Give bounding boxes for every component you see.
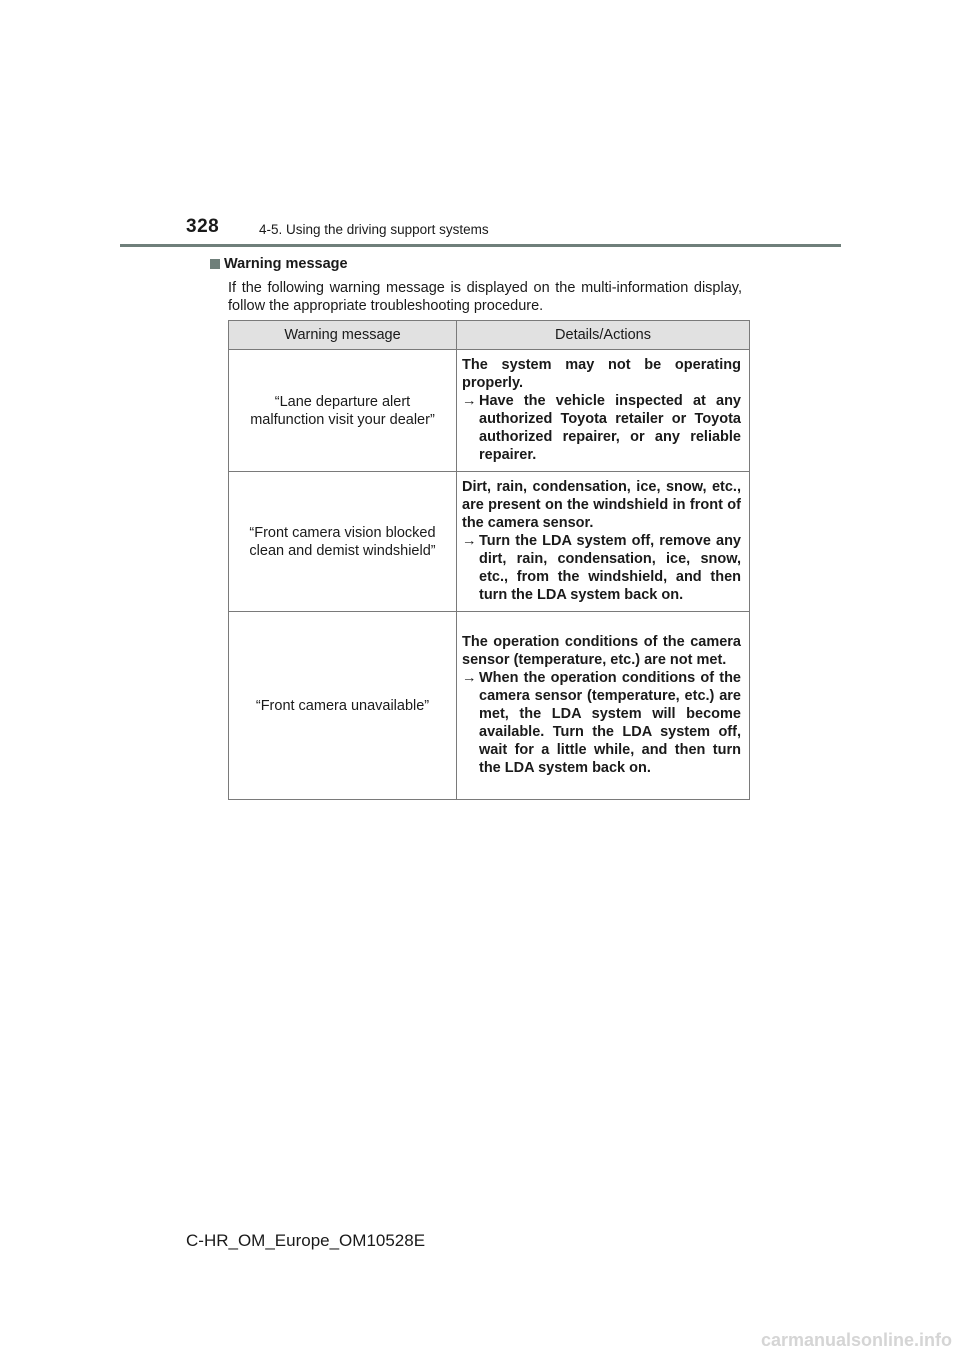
detail-text: The operation conditions of the camera sensor (temperature, etc.) are not met. [462, 634, 741, 668]
table-header-row [229, 321, 750, 350]
details-cell [457, 612, 750, 800]
subsection-heading [210, 256, 348, 272]
table-row [229, 612, 750, 800]
section-title: 4-5. Using the driving support systems [259, 222, 489, 237]
details-cell [457, 350, 750, 472]
intro-paragraph: If the following warning message is displayed on the multi-information display, follow the appropriate troubleshooting procedure. [228, 280, 742, 314]
watermark: carmanualsonline.info [760, 1330, 952, 1350]
detail-text: Dirt, rain, condensation, ice, snow, etc., are present on the windshield in front of the camera sensor. [462, 479, 741, 531]
warning-message-cell [229, 350, 457, 472]
warning-message-cell [229, 612, 457, 800]
warning-message-text: “Front camera vision blocked clean and demist windshield” [249, 524, 436, 559]
table-row [229, 472, 750, 612]
document-id: C-HR_OM_Europe_OM10528E [186, 1231, 426, 1250]
warning-message-text: “Front camera unavailable” [255, 697, 430, 714]
column-header-warning-message: Warning message [229, 321, 457, 350]
detail-text: The system may not be operating properly. [462, 357, 741, 391]
warning-message-cell [229, 472, 457, 612]
warning-message-text: “Lane departure alert malfunction visit your dealer” [250, 393, 435, 428]
subsection-title: Warning message [224, 256, 348, 272]
arrow-right-icon: → [462, 393, 477, 409]
header-divider [120, 244, 841, 247]
page-number: 328 [186, 216, 220, 237]
arrow-right-icon: → [462, 670, 477, 686]
column-header-details-actions: Details/Actions [457, 321, 750, 350]
action-text: When the operation conditions of the camera sensor (temperature, etc.) are met, the LDA system will become available. Turn the LDA system off, wait for a little while, and then turn the LDA system back on. [479, 670, 741, 776]
arrow-right-icon: → [462, 533, 477, 549]
action-item [462, 392, 741, 464]
details-cell [457, 472, 750, 612]
action-text: Turn the LDA system off, remove any dirt, rain, condensation, ice, snow, etc., from the windshield, and then turn the LDA system back on. [479, 533, 741, 603]
table-row [229, 350, 750, 472]
action-item [462, 669, 741, 777]
square-bullet-icon [210, 259, 220, 269]
action-item [462, 532, 741, 604]
warning-message-table [228, 320, 750, 800]
action-text: Have the vehicle inspected at any authorized Toyota retailer or Toyota authorized repairer, or any reliable repairer. [479, 393, 741, 463]
